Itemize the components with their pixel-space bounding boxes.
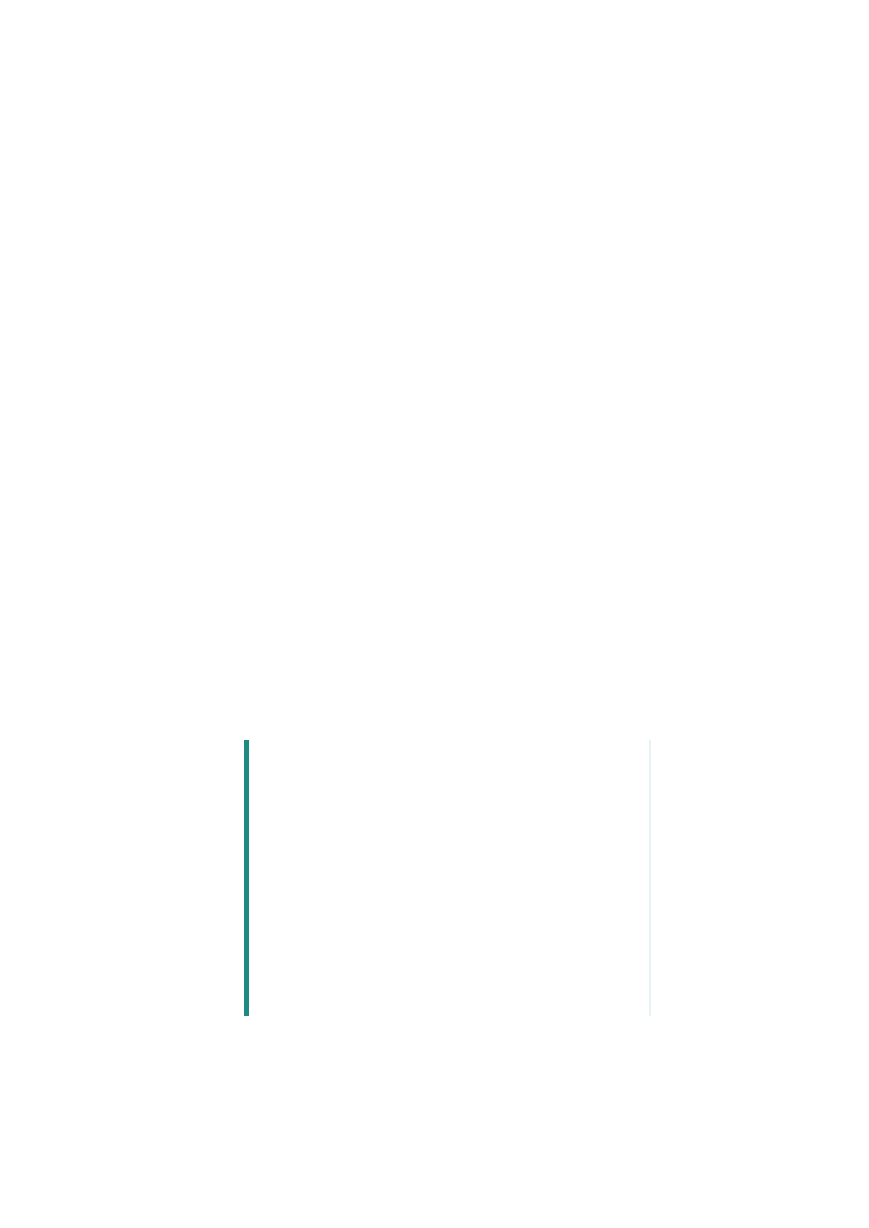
shaped-pulses-chart xyxy=(244,738,654,1016)
impulse-response-chart xyxy=(270,122,615,334)
isi-paragraph xyxy=(133,625,753,628)
bit-waveform-chart xyxy=(255,390,615,608)
left-border-bar xyxy=(244,740,249,1016)
